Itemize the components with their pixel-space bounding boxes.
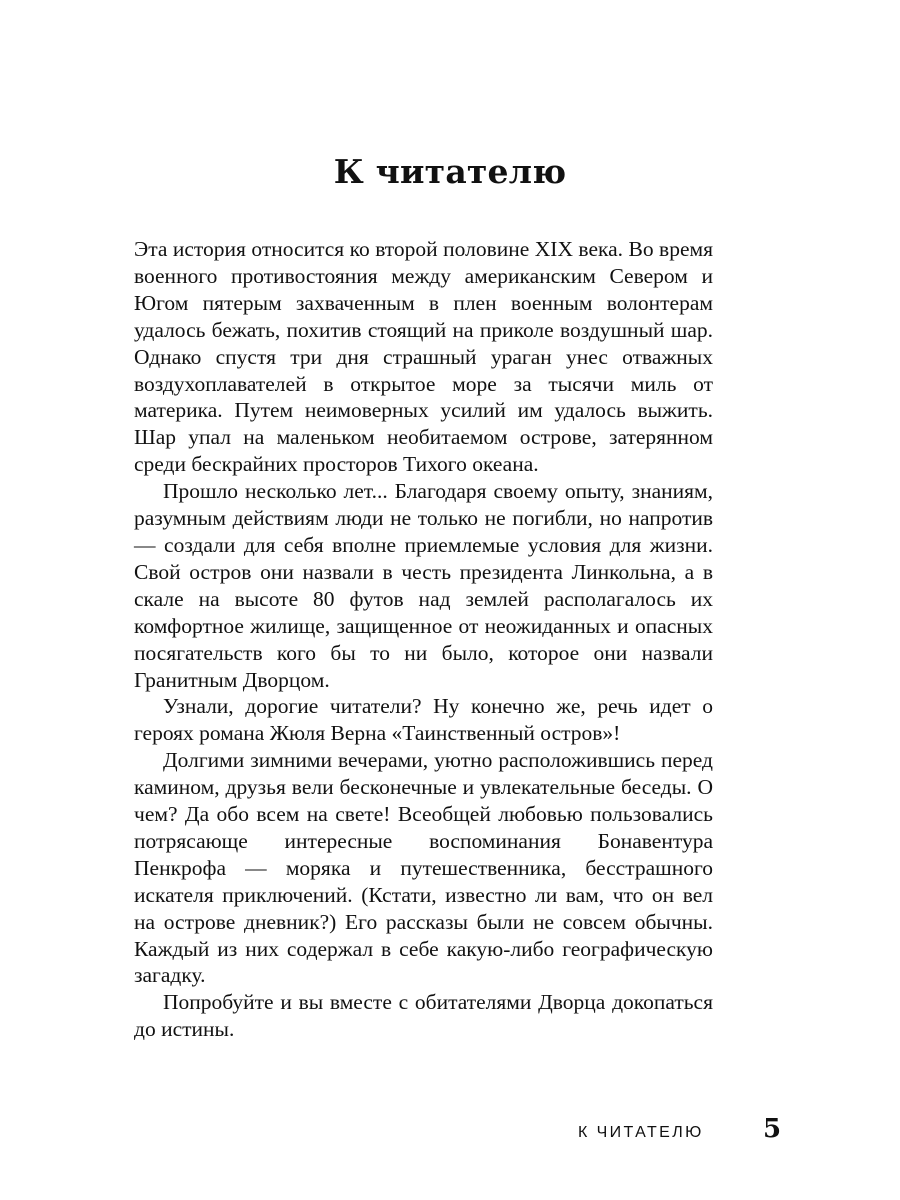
- paragraph-1: Эта история относится ко второй половине XIX века. Во время военного противостояния между американским Севером и Югом пятерым захваченным в плен военным волонтерам удалось бежать, похитив стоящий на приколе воздушный шар. Однако спустя три дня страшный ураган унес отважных воздухоплавателей в открытое море за тысячи миль от материка. Путем неимоверных усилий им удалось выжить. Шар упал на маленьком необитаемом острове, затерянном среди бескрайних просторов Тихого океана.: [134, 237, 713, 477]
- paragraph-5: Попробуйте и вы вместе с обитателями Дворца докопаться до истины.: [134, 990, 713, 1042]
- page-number: 5: [763, 1114, 782, 1144]
- body-text: [134, 236, 713, 1043]
- paragraph-4: Долгими зимними вечерами, уютно расположившись перед камином, друзья вели бесконечные и увлекательные беседы. О чем? Да обо всем на свете! Всеобщей любовью пользовались потрясающе интересные воспоминания Бонавентура Пенкрофа — моряка и путешественника, бесстрашного искателя приключений. (Кстати, известно ли вам, что он вел на острове дневник?) Его рассказы были не совсем обычны. Каждый из них содержал в себе какую-либо географическую загадку.: [134, 748, 713, 988]
- paragraph-2: Прошло несколько лет... Благодаря своему опыту, знаниям, разумным действиям люди не только не погибли, но напротив — создали для себя вполне приемлемые условия для жизни. Свой остров они назвали в честь президента Линкольна, а в скале на высоте 80 футов над землей располагалось их комфортное жилище, защищенное от неожиданных и опасных посягательств кого бы то ни было, которое они назвали Гранитным Дворцом.: [134, 479, 713, 692]
- page-footer: [0, 1114, 900, 1154]
- running-head: К ЧИТАТЕЛЮ: [578, 1124, 704, 1141]
- paragraph-3: Узнали, дорогие читатели? Ну конечно же, речь идет о героях романа Жюля Верна «Таинственный остров»!: [134, 694, 713, 746]
- page-title: К читателю: [333, 152, 567, 191]
